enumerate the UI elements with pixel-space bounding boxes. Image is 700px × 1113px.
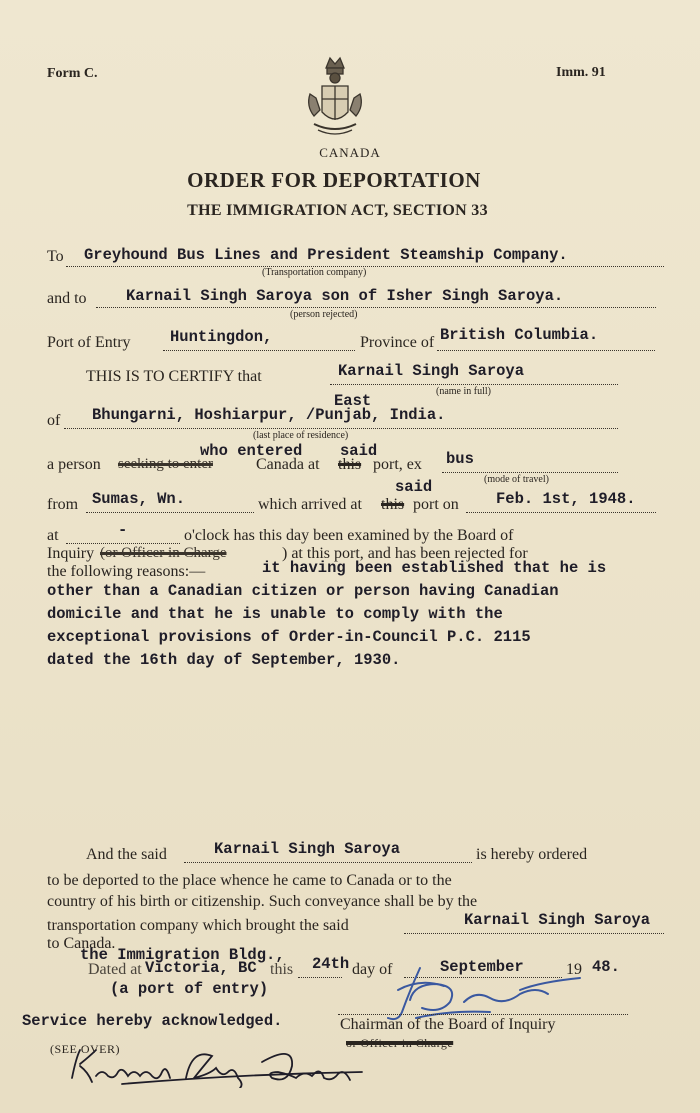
struck-officer-in-charge: (or Officer in Charge xyxy=(100,545,227,561)
dated-this-text: this xyxy=(270,961,294,978)
mode-of-travel-value: bus xyxy=(446,450,474,468)
time-value: - xyxy=(118,521,128,539)
reason-line: domicile and that he is unable to comply with the xyxy=(47,605,503,623)
page-subtitle: THE IMMIGRATION ACT, SECTION 33 xyxy=(187,202,488,219)
at-prefix: at xyxy=(47,527,59,544)
said-insert-1: said xyxy=(340,442,378,460)
province-label: Province of xyxy=(360,334,435,351)
reason-line-first: it having been established that he is xyxy=(262,559,607,577)
day-dotted-line xyxy=(298,977,342,978)
province-value: British Columbia. xyxy=(440,326,599,344)
residence-insert-east: East xyxy=(334,392,372,410)
dated-year-value: 48. xyxy=(592,958,620,976)
hereby-ordered-text: is hereby ordered xyxy=(476,846,588,863)
day-of-text: day of xyxy=(352,961,393,978)
reasons-label: the following reasons:— xyxy=(47,563,206,580)
residence-caption: (last place of residence) xyxy=(253,430,349,441)
chairman-dotted-line xyxy=(338,1014,628,1015)
form-number: Imm. 91 xyxy=(556,65,606,80)
inquiry-rest-text: ) at this port, and has been rejected for xyxy=(282,545,528,562)
rejected-person-caption: (person rejected) xyxy=(290,309,358,320)
form-label: Form C. xyxy=(47,66,98,81)
mode-dotted-line xyxy=(442,472,618,473)
a-person-prefix: a person xyxy=(47,456,101,473)
to-prefix: To xyxy=(47,248,64,265)
person-signature xyxy=(62,1038,382,1088)
port-on-text: port on xyxy=(413,496,459,513)
date-dotted-line xyxy=(466,512,656,513)
said-insert-2: said xyxy=(395,478,433,496)
rejected-person-value: Karnail Singh Saroya son of Isher Singh Saroya. xyxy=(126,287,564,305)
port-of-entry-value: Huntingdon, xyxy=(170,328,273,346)
country-label: CANADA xyxy=(319,145,381,160)
and-to-dotted-line xyxy=(96,307,656,308)
dated-place-top: the Immigration Bldg., xyxy=(80,946,285,964)
ordered-person-name-2: Karnail Singh Saroya xyxy=(464,911,651,929)
and-the-said-text: And the said xyxy=(86,846,167,863)
struck-this-2: this xyxy=(381,496,405,513)
certify-text: THIS IS TO CERTIFY that xyxy=(86,368,262,385)
transport-company-caption: (Transportation company) xyxy=(262,267,367,278)
province-dotted-line xyxy=(437,350,655,351)
struck-seeking-to-enter: seeking to enter xyxy=(118,456,213,472)
reason-line: other than a Canadian citizen or person having Canadian xyxy=(47,582,559,600)
coat-of-arms-emblem xyxy=(304,54,366,142)
certified-name-caption: (name in full) xyxy=(436,386,491,397)
order-line-3: country of his birth or citizenship. Such conveyance shall be by the xyxy=(47,893,478,910)
year-prefix: 19 xyxy=(566,961,582,978)
dated-at-label: Dated at xyxy=(88,961,142,978)
service-acknowledged-text: Service hereby acknowledged. xyxy=(22,1012,283,1030)
reason-line: exceptional provisions of Order-in-Council P.C. 2115 xyxy=(47,628,531,646)
page-title: ORDER FOR DEPORTATION xyxy=(187,168,481,192)
transport-company-value: Greyhound Bus Lines and President Steamship Company. xyxy=(84,246,568,264)
see-over-label: (SEE OVER) xyxy=(50,1042,120,1056)
order-line-5: to Canada. xyxy=(47,935,116,952)
oclock-text: o'clock has this day been examined by the Board of xyxy=(184,527,514,544)
of-prefix: of xyxy=(47,412,61,429)
chairman-label: Chairman of the Board of Inquiry xyxy=(340,1016,556,1033)
inquiry-prefix: Inquiry xyxy=(47,545,95,562)
order-line-2: to be deported to the place whence he came to Canada or to the xyxy=(47,872,452,889)
port-of-entry-label: Port of Entry xyxy=(47,334,131,351)
arrival-date-value: Feb. 1st, 1948. xyxy=(496,490,636,508)
origin-value: Sumas, Wn. xyxy=(92,490,186,508)
and-to-prefix: and to xyxy=(47,290,87,307)
reason-line: dated the 16th day of September, 1930. xyxy=(47,651,401,669)
struck-this-1: this xyxy=(338,456,362,473)
port-dotted-line xyxy=(163,350,355,351)
order-line-4: transportation company which brought the said xyxy=(47,917,349,934)
who-entered-insert: who entered xyxy=(200,442,303,460)
canada-at-text: Canada at xyxy=(256,456,320,473)
residence-dotted-line xyxy=(64,428,618,429)
port-ex-text: port, ex xyxy=(373,456,422,473)
dated-place-value: Victoria, BC xyxy=(145,959,257,977)
which-arrived-text: which arrived at xyxy=(258,496,362,513)
port-of-entry-note: (a port of entry) xyxy=(110,980,269,998)
certified-name-value: Karnail Singh Saroya xyxy=(338,362,525,380)
order-name2-dotted-line xyxy=(404,933,664,934)
certify-dotted-line xyxy=(330,384,618,385)
struck-chairman-alt: or Officer in Charge xyxy=(346,1036,454,1050)
residence-value: Bhungarni, Hoshiarpur, /Punjab, India. xyxy=(92,406,446,424)
time-dotted-line xyxy=(66,543,180,544)
order-name-dotted-line xyxy=(184,862,472,863)
origin-dotted-line xyxy=(86,512,254,513)
from-prefix: from xyxy=(47,496,79,513)
dated-day-value: 24th xyxy=(312,955,350,973)
mode-of-travel-caption: (mode of travel) xyxy=(484,474,549,485)
dated-month-value: September xyxy=(440,958,524,976)
ordered-person-name: Karnail Singh Saroya xyxy=(214,840,401,858)
